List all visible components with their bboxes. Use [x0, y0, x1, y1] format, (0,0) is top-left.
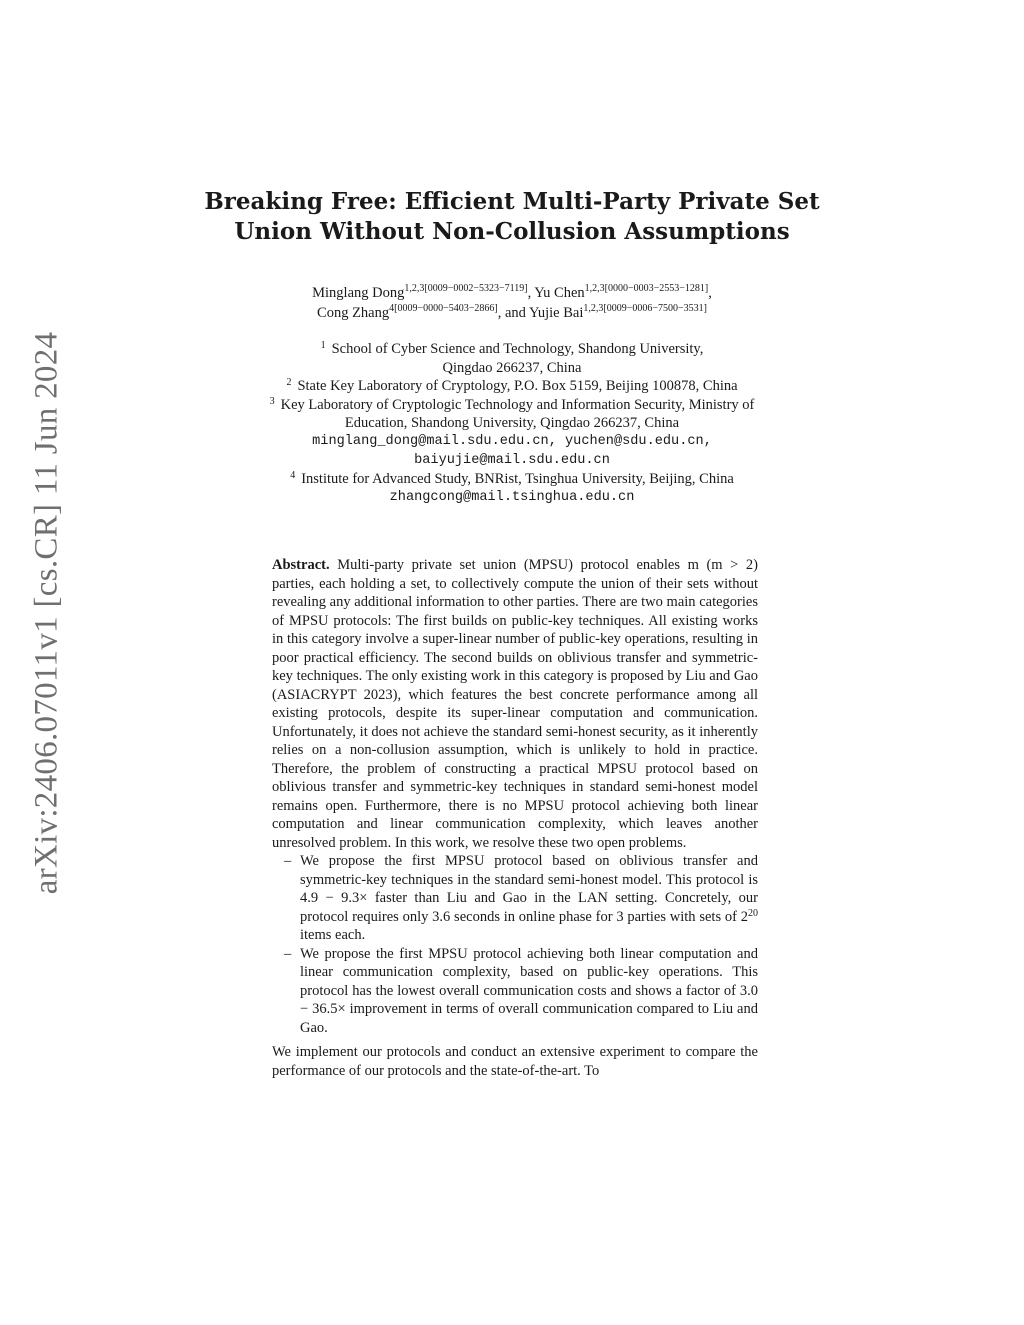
author-list [0, 283, 1024, 323]
bullet-dash: – [284, 945, 292, 962]
email-line-3[interactable]: zhangcong@mail.tsinghua.edu.cn [389, 489, 635, 505]
affiliation-text: Key Laboratory of Cryptologic Technology and Information Security, Ministry of [280, 396, 755, 413]
abstract-label: Abstract. [272, 557, 330, 573]
abstract-body: Multi-party private set union (MPSU) protocol enables m (m > 2) parties, each holding a set, to collectively compute the union of their sets without revealing any additional information to other parties. There are two main categories of MPSU protocols: The first builds on public-key techniques. All existing works in this category involve a super-linear number of public-key operations, resulting in poor practical efficiency. The second builds on oblivious transfer and symmetric-key techniques. The only existing work in this category is proposed by Liu and Gao (ASIACRYPT 2023), which features the best concrete performance among all existing protocols, despite its super-linear computation and communication. Unfortunately, it does not achieve the standard semi-honest security, as it inherently relies on a non-collusion assumption, which is unlikely to hold in practice. Therefore, the problem of constructing a practical MPSU protocol based on oblivious transfer and symmetric-key techniques in standard semi-honest model remains open. Furthermore, there is no MPSU protocol achieving both linear computation and linear communication complexity, which leaves another unresolved problem. In this work, we resolve these two open problems. [272, 557, 759, 851]
author-line-1 [0, 283, 1024, 303]
email-line-1[interactable]: minglang_dong@mail.sdu.edu.cn, yuchen@sdu.edu.cn, [312, 433, 712, 449]
affiliation-2 [0, 377, 1024, 396]
abstract-paragraph [272, 556, 758, 852]
bullet-dash: – [284, 853, 292, 869]
title-line-1: Breaking Free: Efficient Multi-Party Private Set [204, 188, 820, 215]
author-sup: 1,2,3[0000−0003−2553−1281] [584, 283, 709, 294]
affiliation-number: 2 [286, 377, 292, 389]
bullet-text: We propose the first MPSU protocol based on oblivious transfer and symmetric-key techniques in the standard semi-honest model. This protocol is 4.9 − 9.3× faster than Liu and Gao in the LAN setting. Concretely, our protocol requires only 3.6 seconds in online phase for 3 parties with sets of 2 [300, 853, 758, 925]
abstract-closing: We implement our protocols and conduct an extensive experiment to compare the performance of our protocols and the state-of-the-art. To [272, 1044, 758, 1079]
author-name: Cong Zhang [317, 305, 390, 321]
affiliation-1-line-2: Qingdao 266237, China [442, 359, 582, 376]
affiliation-3-line-2: Education, Shandong University, Qingdao 266237, China [344, 415, 680, 432]
bullet-text: items each. [300, 927, 366, 943]
author-sup: 1,2,3[0009−0002−5323−7119] [404, 283, 528, 294]
author-name: Minglang Dong [312, 285, 405, 301]
title-line-2: Union Without Non-Collusion Assumptions [234, 218, 790, 245]
author-sup: 4[0009−0000−5403−2866] [389, 303, 498, 314]
bullet-exponent: 20 [748, 907, 758, 919]
affiliation-3 [0, 396, 1024, 415]
author-name: Yu Chen [534, 285, 585, 301]
author-sep: , and [497, 305, 529, 321]
affiliation-4 [0, 470, 1024, 489]
author-name: Yujie Bai [529, 305, 584, 321]
email-line-2[interactable]: baiyujie@mail.sdu.edu.cn [414, 452, 610, 468]
affiliation-text: State Key Laboratory of Cryptology, P.O. Box 5159, Beijing 100878, China [297, 378, 738, 395]
author-sep: , [527, 285, 535, 301]
list-item [272, 852, 758, 945]
affiliation-number: 3 [269, 395, 275, 407]
affiliation-number: 4 [290, 470, 296, 482]
arxiv-id-stamp: arXiv:2406.07011v1 [cs.CR] 11 Jun 2024 [28, 331, 65, 895]
contribution-list [272, 852, 758, 1037]
list-item [272, 945, 758, 1038]
author-line-2 [0, 303, 1024, 323]
affiliation-text: Institute for Advanced Study, BNRist, Tsinghua University, Beijing, China [301, 471, 734, 488]
author-sup: 1,2,3[0009−0006−7500−3531] [583, 303, 707, 314]
author-sep: , [708, 285, 712, 301]
affiliation-text: School of Cyber Science and Technology, Shandong University, [331, 341, 704, 357]
paper-title [0, 187, 1024, 247]
affiliation-1 [0, 340, 1024, 359]
affiliation-number: 1 [320, 340, 326, 351]
abstract [272, 556, 758, 1080]
bullet-text: We propose the first MPSU protocol achieving both linear computation and linear communication complexity, based on public-key operations. This protocol has the lowest overall communication costs and shows a factor of 3.0 − 36.5× improvement in terms of overall communication compared to Liu and Gao. [300, 945, 758, 1036]
affiliations [0, 340, 1024, 507]
